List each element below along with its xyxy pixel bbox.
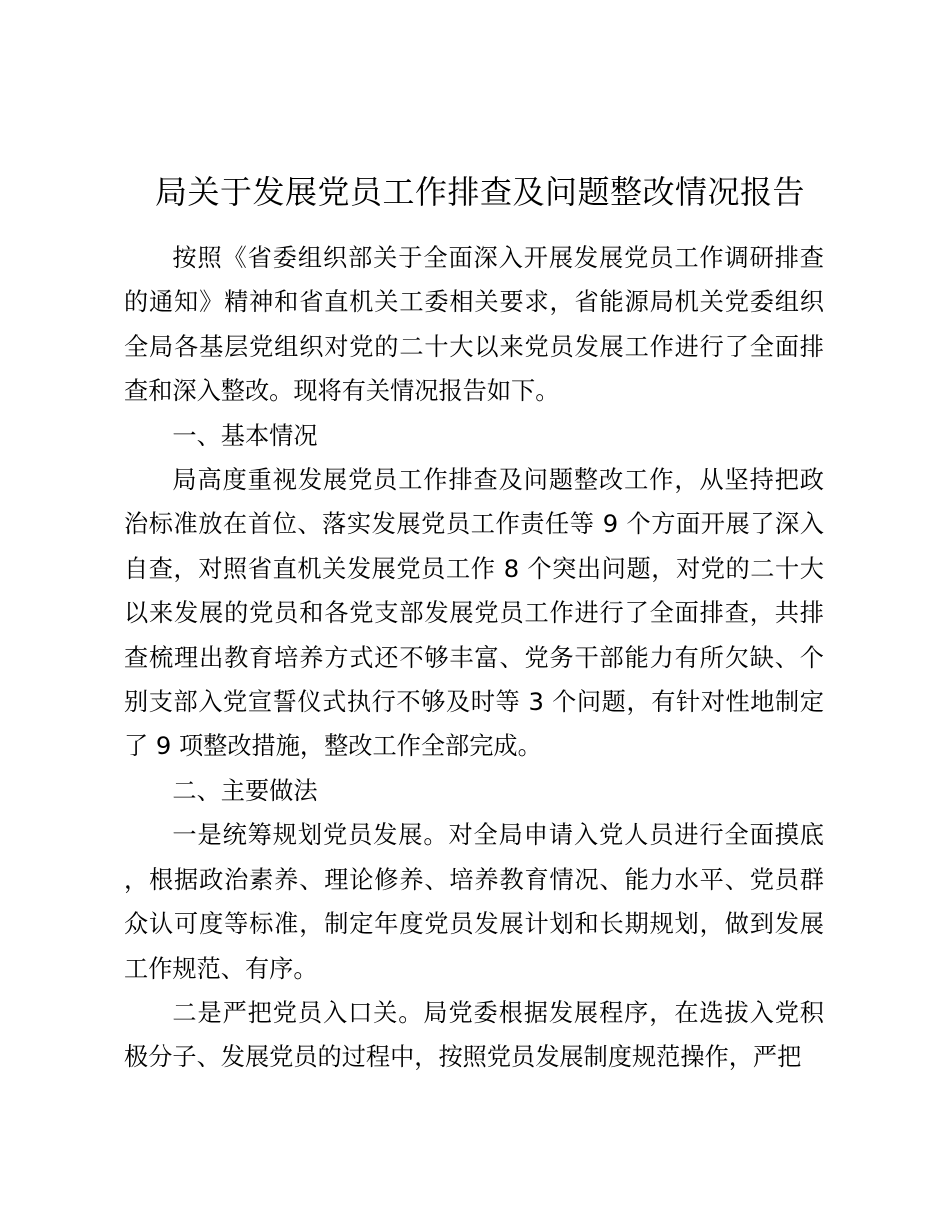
document-body: [124, 236, 824, 1080]
practice-paragraph-1: 一是统筹规划党员发展。对全局申请入党人员进行全面摸底，根据政治素养、理论修养、培养教育情况、能力水平、党员群众认可度等标准，制定年度党员发展计划和长期规划，做到发展工作规范、有序。: [124, 821, 824, 983]
section-heading-main-practices: 二、主要做法: [172, 776, 318, 805]
intro-paragraph: 按照《省委组织部关于全面深入开展发展党员工作调研排查的通知》精神和省直机关工委相关要求，省能源局机关党委组织全局各基层党组织对党的二十大以来党员发展工作进行了全面排查和深入整改。现将有关情况报告如下。: [124, 244, 824, 406]
section-heading-basic-situation: 一、基本情况: [172, 421, 318, 450]
basic-situation-paragraph: 局高度重视发展党员工作排查及问题整改工作，从坚持把政治标准放在首位、落实发展党员工作责任等 9 个方面开展了深入自查，对照省直机关发展党员工作 8 个突出问题，对党的二十大以来发展的党员和各党支部发展党员工作进行了全面排查，共排查梳理出教育培养方式还不够丰富、党务干部能力有所欠缺、个别支部入党宣誓仪式执行不够及时等 3 个问题，有针对性地制定了 9 项整改措施，整改工作全部完成。: [124, 466, 824, 761]
practice-paragraph-2: 二是严把党员入口关。局党委根据发展程序，在选拔入党积极分子、发展党员的过程中，按照党员发展制度规范操作，严把: [124, 998, 824, 1072]
document-title: 局关于发展党员工作排查及问题整改情况报告: [154, 173, 805, 211]
